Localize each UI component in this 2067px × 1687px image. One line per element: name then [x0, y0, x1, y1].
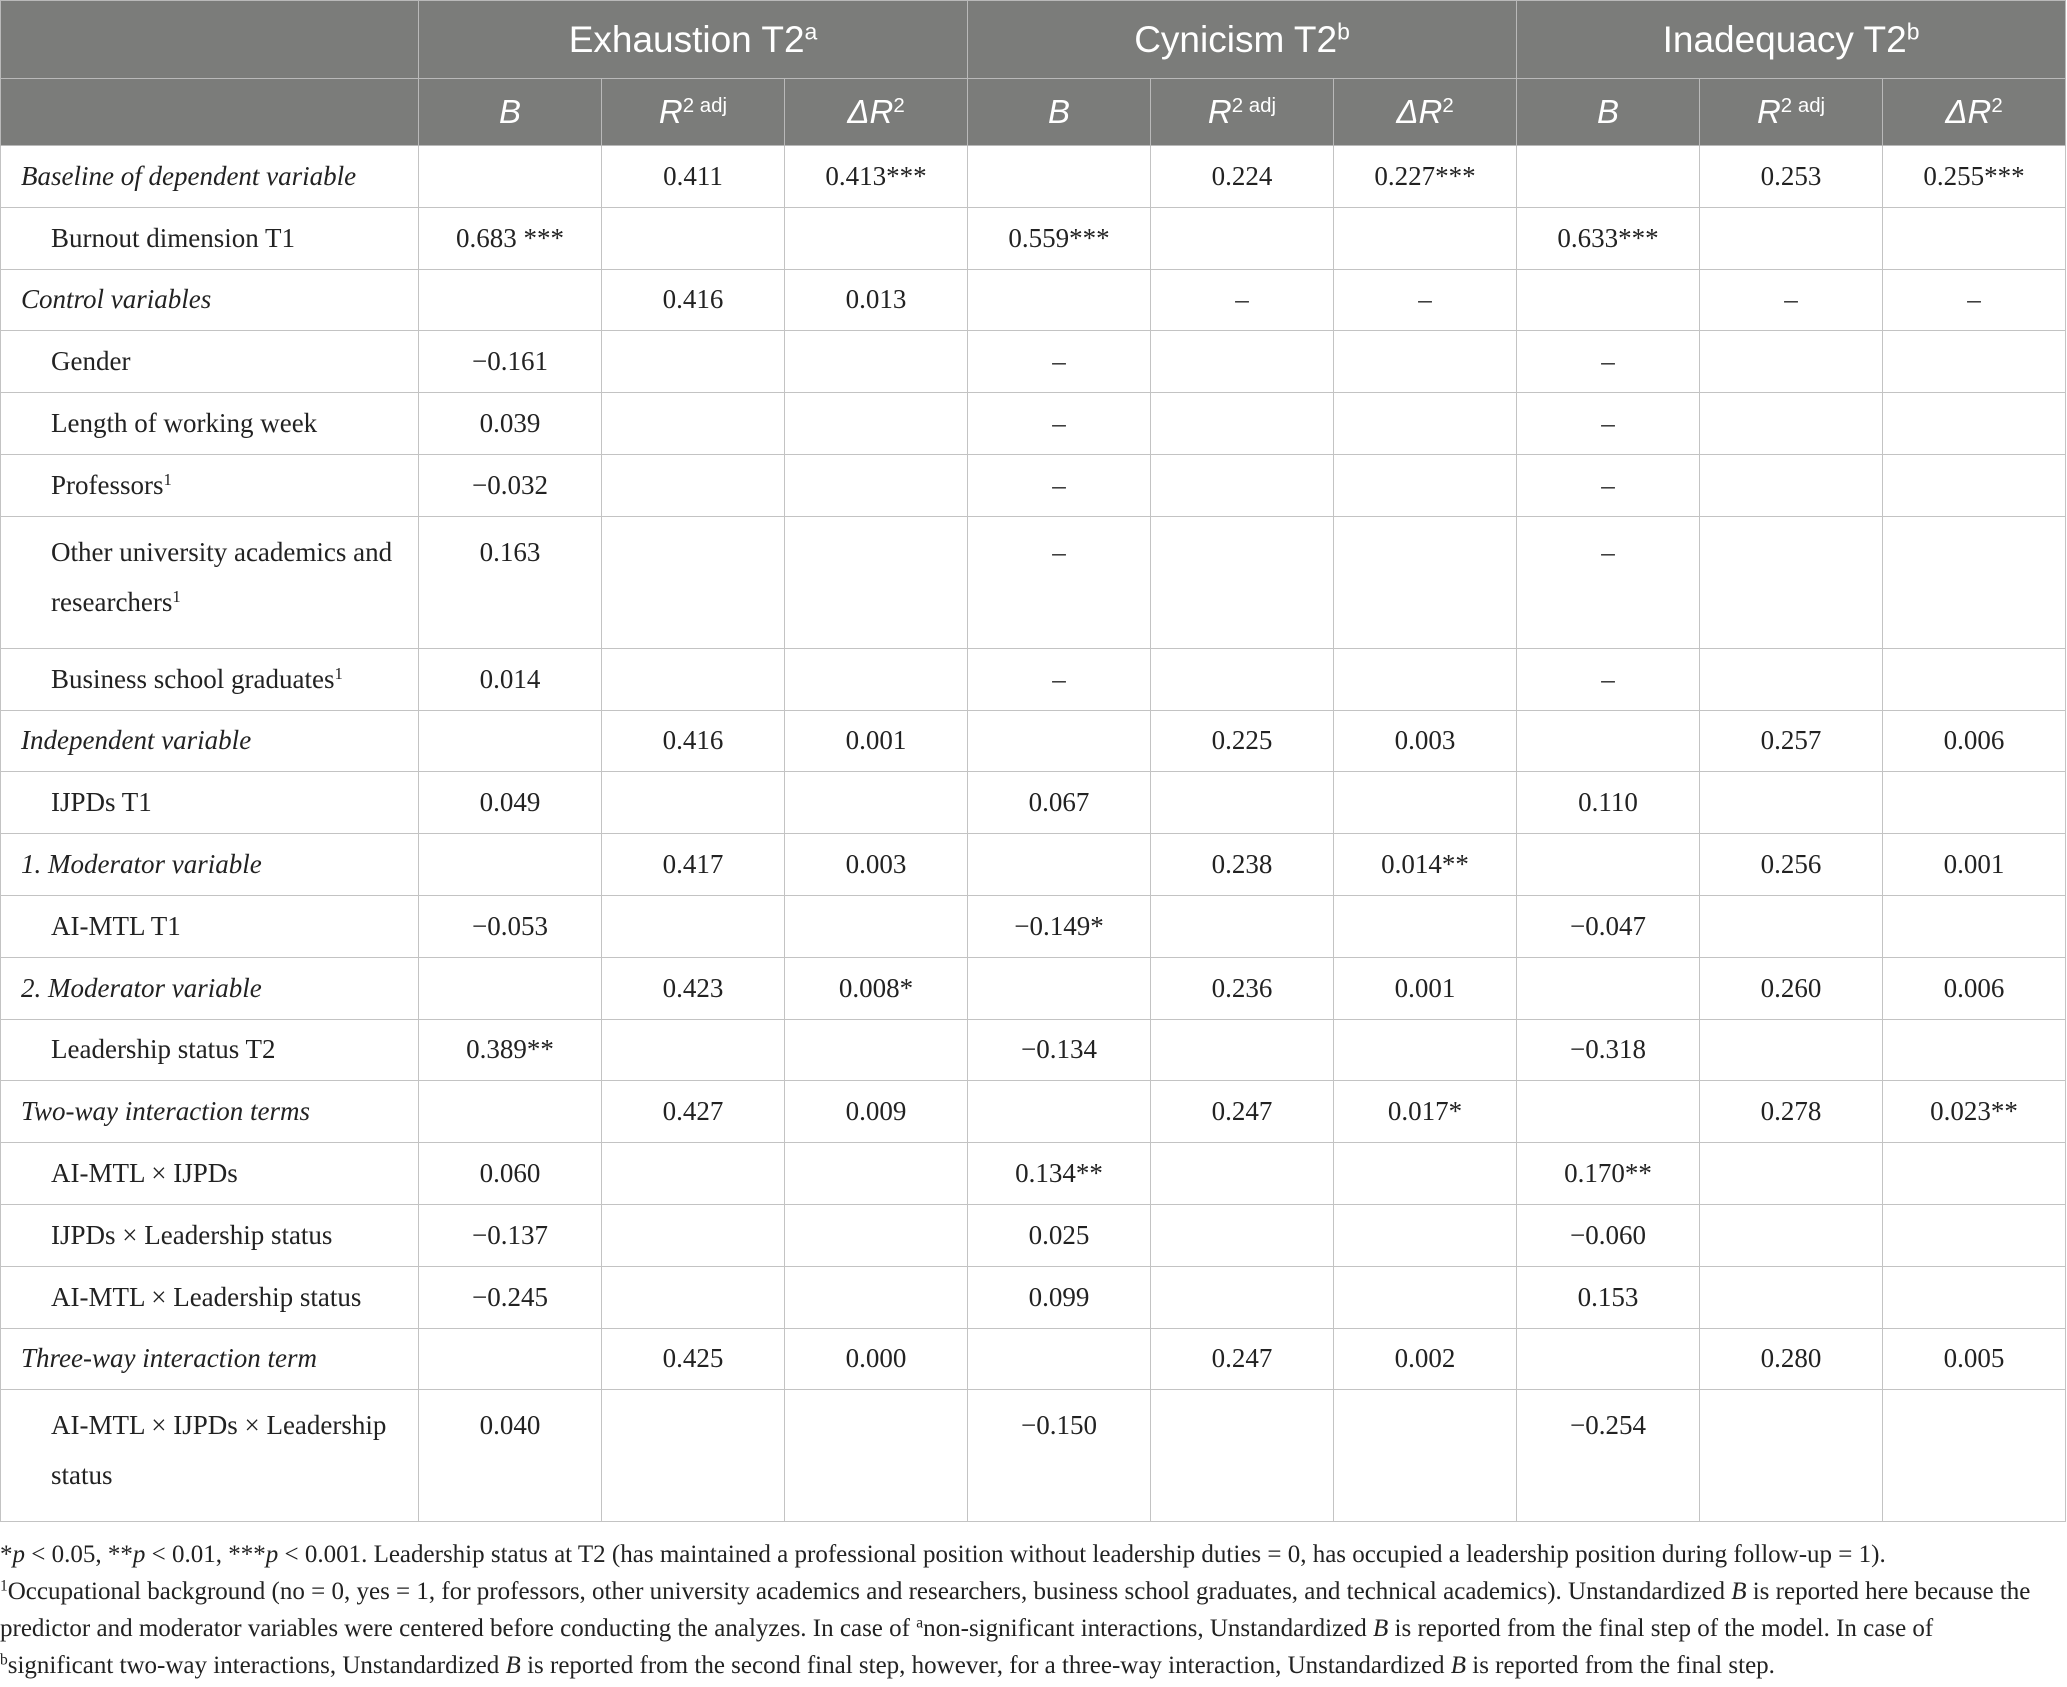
row-label: Other university academics and researchers$^1$ [1, 516, 419, 648]
table-row [1, 834, 2066, 896]
table-cell [602, 1204, 785, 1266]
table-cell [419, 269, 602, 331]
table-row [1, 772, 2066, 834]
table-cell [1517, 957, 1700, 1019]
table-cell: 0.224 [1151, 146, 1334, 208]
table-cell: −0.134 [968, 1019, 1151, 1081]
table-cell: – [1517, 516, 1700, 648]
subheader-b: B [968, 79, 1151, 146]
table-cell [1700, 1019, 1883, 1081]
table-cell [1883, 454, 2066, 516]
table-cell [1151, 1204, 1334, 1266]
table-cell [1700, 331, 1883, 393]
table-cell: – [1883, 269, 2066, 331]
subheader-delta-r2: $\Delta R^2$ [785, 79, 968, 146]
row-label: AI-MTL T1 [1, 895, 419, 957]
table-cell [1151, 895, 1334, 957]
table-cell: 0.001 [1334, 957, 1517, 1019]
table-cell [785, 393, 968, 455]
table-cell [1883, 207, 2066, 269]
subheader-r2adj: $R^{2 adj}$ [1700, 79, 1883, 146]
table-cell [602, 516, 785, 648]
table-row [1, 393, 2066, 455]
group-header-row [1, 1, 2066, 79]
table-cell [968, 269, 1151, 331]
table-cell: −0.137 [419, 1204, 602, 1266]
table-cell [968, 710, 1151, 772]
table-cell: 0.060 [419, 1143, 602, 1205]
table-cell: 0.013 [785, 269, 968, 331]
table-cell [1883, 516, 2066, 648]
table-cell: 0.005 [1883, 1328, 2066, 1390]
subheader-delta-r2: $\Delta R^2$ [1883, 79, 2066, 146]
table-cell [968, 1328, 1151, 1390]
table-row [1, 1081, 2066, 1143]
table-cell [1700, 895, 1883, 957]
table-cell: – [1517, 454, 1700, 516]
table-cell [1700, 1390, 1883, 1522]
table-cell [1151, 1143, 1334, 1205]
table-cell [1700, 772, 1883, 834]
table-cell [1883, 895, 2066, 957]
table-cell: −0.161 [419, 331, 602, 393]
table-cell: 0.425 [602, 1328, 785, 1390]
table-cell [785, 772, 968, 834]
table-cell [1334, 331, 1517, 393]
table-cell [1883, 393, 2066, 455]
table-cell [785, 1390, 968, 1522]
table-cell [419, 1328, 602, 1390]
table-cell: 0.006 [1883, 710, 2066, 772]
table-cell: 0.255*** [1883, 146, 2066, 208]
row-category-label: Control variables [1, 269, 419, 331]
table-cell [785, 1266, 968, 1328]
table-cell [1700, 207, 1883, 269]
subheader-b: B [419, 79, 602, 146]
row-label: Leadership status T2 [1, 1019, 419, 1081]
table-cell: 0.014 [419, 648, 602, 710]
table-row [1, 957, 2066, 1019]
table-cell: – [1517, 393, 1700, 455]
table-cell: 0.009 [785, 1081, 968, 1143]
table-cell [968, 957, 1151, 1019]
table-cell: 0.099 [968, 1266, 1151, 1328]
table-cell: −0.060 [1517, 1204, 1700, 1266]
table-cell: −0.032 [419, 454, 602, 516]
table-cell [602, 1390, 785, 1522]
corner-header [1, 1, 419, 79]
table-cell [602, 454, 785, 516]
table-cell [1151, 393, 1334, 455]
table-cell [785, 1143, 968, 1205]
table-cell [1883, 1390, 2066, 1522]
table-cell [1151, 516, 1334, 648]
table-cell: 0.014** [1334, 834, 1517, 896]
table-cell [968, 1081, 1151, 1143]
table-cell [419, 1081, 602, 1143]
table-cell: 0.040 [419, 1390, 602, 1522]
table-cell [1334, 1204, 1517, 1266]
table-cell: 0.134** [968, 1143, 1151, 1205]
table-cell: 0.247 [1151, 1328, 1334, 1390]
table-cell: 0.236 [1151, 957, 1334, 1019]
table-cell [785, 454, 968, 516]
table-cell [1334, 1266, 1517, 1328]
table-cell [419, 957, 602, 1019]
table-cell [1151, 648, 1334, 710]
table-cell: – [968, 331, 1151, 393]
table-cell [1151, 1266, 1334, 1328]
table-cell: 0.025 [968, 1204, 1151, 1266]
table-row [1, 1204, 2066, 1266]
table-cell [1700, 393, 1883, 455]
table-cell [419, 834, 602, 896]
table-cell [1517, 1328, 1700, 1390]
table-row [1, 1019, 2066, 1081]
table-cell: 0.039 [419, 393, 602, 455]
table-cell [1883, 648, 2066, 710]
table-row [1, 1328, 2066, 1390]
group-header-exhaustion: Exhaustion T2$^a$ [419, 1, 968, 79]
table-cell [602, 772, 785, 834]
table-row [1, 1390, 2066, 1522]
table-cell [602, 648, 785, 710]
table-cell: 0.427 [602, 1081, 785, 1143]
table-cell: 0.260 [1700, 957, 1883, 1019]
row-label: Burnout dimension T1 [1, 207, 419, 269]
subheader-delta-r2: $\Delta R^2$ [1334, 79, 1517, 146]
row-category-label: Independent variable [1, 710, 419, 772]
footnote-occupational: $^1$Occupational background (no = 0, yes = 1, for professors, other university academics and researchers, business school graduates, and technical academics). Unstandardized B is reported here because the predictor and moderator variables were centered before conducting the analyzes. In case of $^a$non-significant interactions, Unstandardized B is reported from the final step of the model. In case of $^b$significant two-way interactions, Unstandardized B is reported from the second final step, however, for a three-way interaction, Unstandardized B is reported from the final step. [0, 1577, 2031, 1680]
table-cell: – [968, 393, 1151, 455]
table-cell [1151, 1390, 1334, 1522]
table-cell: 0.227*** [1334, 146, 1517, 208]
table-cell [1334, 895, 1517, 957]
table-cell [1151, 331, 1334, 393]
table-cell [1700, 648, 1883, 710]
table-cell [602, 1143, 785, 1205]
table-cell: 0.257 [1700, 710, 1883, 772]
table-cell [1700, 516, 1883, 648]
table-cell: −0.053 [419, 895, 602, 957]
table-cell [1883, 772, 2066, 834]
table-cell: 0.002 [1334, 1328, 1517, 1390]
row-label: IJPDs T1 [1, 772, 419, 834]
table-cell [1883, 1204, 2066, 1266]
row-label: Business school graduates$^1$ [1, 648, 419, 710]
table-cell: 0.411 [602, 146, 785, 208]
table-cell: – [1517, 331, 1700, 393]
table-row [1, 331, 2066, 393]
table-cell: 0.049 [419, 772, 602, 834]
table-cell [1334, 1019, 1517, 1081]
table-cell: 0.163 [419, 516, 602, 648]
table-cell [1151, 454, 1334, 516]
table-cell: 0.253 [1700, 146, 1883, 208]
table-cell: 0.003 [785, 834, 968, 896]
table-cell: −0.245 [419, 1266, 602, 1328]
table-cell [419, 146, 602, 208]
table-cell [1517, 834, 1700, 896]
table-cell [1700, 454, 1883, 516]
table-cell: 0.683 *** [419, 207, 602, 269]
table-cell [419, 710, 602, 772]
table-cell [1700, 1143, 1883, 1205]
table-cell: 0.238 [1151, 834, 1334, 896]
table-cell [1151, 772, 1334, 834]
table-cell [785, 895, 968, 957]
table-cell [1334, 772, 1517, 834]
table-body [1, 146, 2066, 1522]
table-cell [968, 834, 1151, 896]
table-row [1, 146, 2066, 208]
footnotes [0, 1522, 2056, 1684]
table-cell: 0.633*** [1517, 207, 1700, 269]
table-cell: 0.001 [1883, 834, 2066, 896]
table-cell [1700, 1204, 1883, 1266]
subheader-r2adj: $R^{2 adj}$ [1151, 79, 1334, 146]
row-category-label: Baseline of dependent variable [1, 146, 419, 208]
table-cell [1334, 1143, 1517, 1205]
subheader-b: B [1517, 79, 1700, 146]
table-cell: 0.389** [419, 1019, 602, 1081]
table-cell: 0.003 [1334, 710, 1517, 772]
table-cell: −0.254 [1517, 1390, 1700, 1522]
table-cell: 0.413*** [785, 146, 968, 208]
table-cell: – [1334, 269, 1517, 331]
group-header-inadequacy: Inadequacy T2$^b$ [1517, 1, 2066, 79]
row-category-label: Two-way interaction terms [1, 1081, 419, 1143]
table-cell [1334, 393, 1517, 455]
table-row [1, 1143, 2066, 1205]
row-category-label: 2. Moderator variable [1, 957, 419, 1019]
table-row [1, 895, 2066, 957]
row-label: Professors$^1$ [1, 454, 419, 516]
table-cell: 0.256 [1700, 834, 1883, 896]
table-cell [602, 895, 785, 957]
table-cell: – [1517, 648, 1700, 710]
corner-subheader [1, 79, 419, 146]
footnote-significance: *p < 0.05, **p < 0.01, ***p < 0.001. Leadership status at T2 (has maintained a professional position without leadership duties = 0, has occupied a leadership position during follow-up = 1). [0, 1541, 1886, 1569]
table-row [1, 454, 2066, 516]
table-cell [1151, 1019, 1334, 1081]
table-row [1, 648, 2066, 710]
table-cell: 0.006 [1883, 957, 2066, 1019]
table-cell: 0.110 [1517, 772, 1700, 834]
table-cell: – [968, 648, 1151, 710]
table-cell [1334, 516, 1517, 648]
table-cell: 0.559*** [968, 207, 1151, 269]
table-cell [785, 648, 968, 710]
table-cell [1700, 1266, 1883, 1328]
table-cell [1151, 207, 1334, 269]
table-cell [785, 331, 968, 393]
table-cell [602, 207, 785, 269]
table-cell: 0.017* [1334, 1081, 1517, 1143]
table-cell [602, 1019, 785, 1081]
row-label: AI-MTL × Leadership status [1, 1266, 419, 1328]
row-label: IJPDs × Leadership status [1, 1204, 419, 1266]
table-cell: 0.225 [1151, 710, 1334, 772]
table-cell: 0.416 [602, 710, 785, 772]
group-header-cynicism: Cynicism T2$^b$ [968, 1, 1517, 79]
sub-header-row [1, 79, 2066, 146]
table-cell [602, 1266, 785, 1328]
table-cell: – [968, 454, 1151, 516]
row-category-label: 1. Moderator variable [1, 834, 419, 896]
table-cell: 0.153 [1517, 1266, 1700, 1328]
table-cell: 0.278 [1700, 1081, 1883, 1143]
table-cell [1517, 269, 1700, 331]
table-cell [1334, 454, 1517, 516]
table-cell [1517, 1081, 1700, 1143]
table-cell: 0.416 [602, 269, 785, 331]
table-cell: 0.280 [1700, 1328, 1883, 1390]
table-cell [785, 516, 968, 648]
table-cell: −0.149* [968, 895, 1151, 957]
row-label: AI-MTL × IJPDs [1, 1143, 419, 1205]
row-category-label: Three-way interaction term [1, 1328, 419, 1390]
row-label: Length of working week [1, 393, 419, 455]
subheader-r2adj: $R^{2 adj}$ [602, 79, 785, 146]
table-cell: – [968, 516, 1151, 648]
table-cell: 0.000 [785, 1328, 968, 1390]
table-cell [1517, 146, 1700, 208]
table-cell: – [1151, 269, 1334, 331]
table-cell: 0.001 [785, 710, 968, 772]
table-cell: 0.008* [785, 957, 968, 1019]
table-cell [1883, 1266, 2066, 1328]
table-cell [1883, 1143, 2066, 1205]
table-cell: 0.023** [1883, 1081, 2066, 1143]
table-cell [602, 331, 785, 393]
table-cell: −0.318 [1517, 1019, 1700, 1081]
table-cell [785, 1204, 968, 1266]
table-cell [1517, 710, 1700, 772]
table-cell [785, 207, 968, 269]
table-row [1, 1266, 2066, 1328]
table-cell [1883, 1019, 2066, 1081]
table-row [1, 710, 2066, 772]
row-label: AI-MTL × IJPDs × Leadership status [1, 1390, 419, 1522]
table-cell: 0.417 [602, 834, 785, 896]
table-cell: 0.067 [968, 772, 1151, 834]
table-cell [968, 146, 1151, 208]
table-cell: 0.170** [1517, 1143, 1700, 1205]
table-row [1, 516, 2066, 648]
table-cell: 0.247 [1151, 1081, 1334, 1143]
table-cell: −0.150 [968, 1390, 1151, 1522]
table-cell: – [1700, 269, 1883, 331]
table-cell [602, 393, 785, 455]
table-cell: 0.423 [602, 957, 785, 1019]
table-cell [1334, 648, 1517, 710]
table-cell [1334, 207, 1517, 269]
table-cell [1883, 331, 2066, 393]
table-row [1, 207, 2066, 269]
row-label: Gender [1, 331, 419, 393]
table-cell [785, 1019, 968, 1081]
table-cell: −0.047 [1517, 895, 1700, 957]
table-row [1, 269, 2066, 331]
table-cell [1334, 1390, 1517, 1522]
